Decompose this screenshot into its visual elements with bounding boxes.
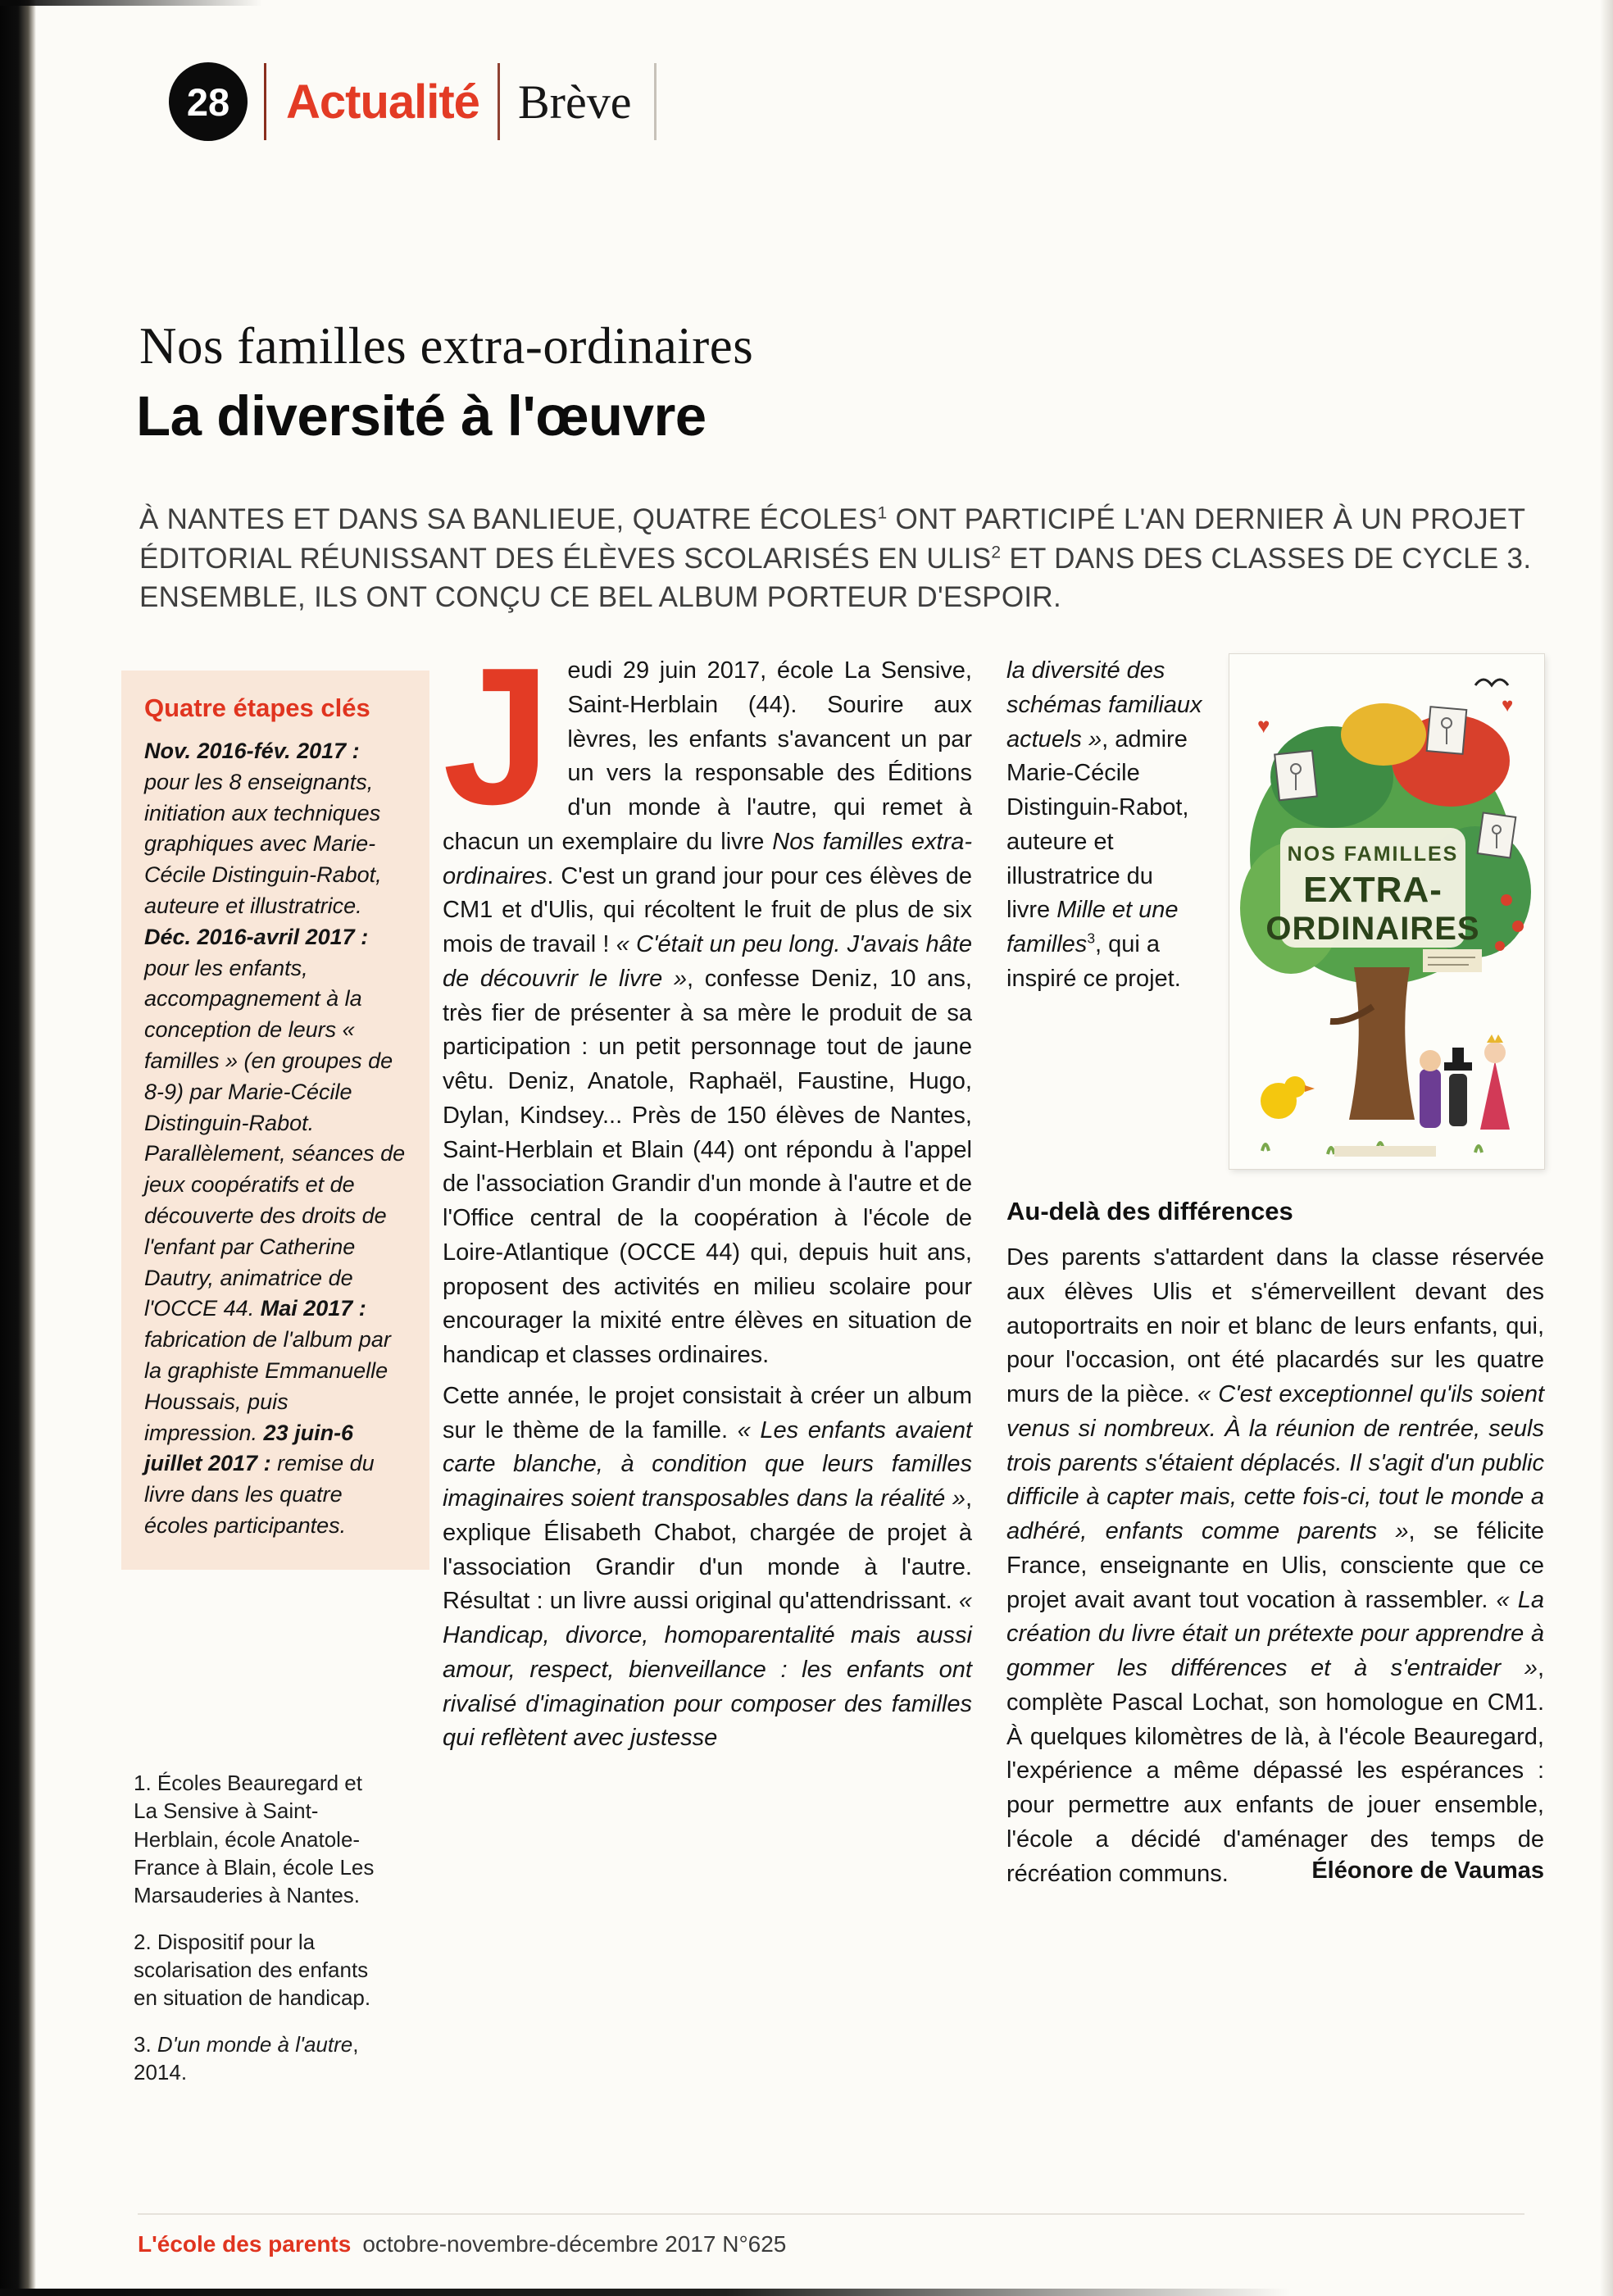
page-footer (138, 2231, 1524, 2257)
article-right-column (1006, 654, 1544, 1885)
footnote-3: 3. D'un monde à l'autre, 2014. (134, 2031, 359, 2085)
magazine-name: L'école des parents (138, 2231, 352, 2257)
scan-spine-edge (0, 0, 36, 2296)
cover-title-line-3: ORDINAIRES (1265, 911, 1480, 947)
subsection-label: Brève (517, 75, 632, 129)
footnote-1: 1. Écoles Beauregard et La Sensive à Saint-Herblain, école Anatole-France à Blain, école Les Marsauderies à Nantes. (134, 1771, 375, 1908)
svg-text:♥: ♥ (1257, 713, 1270, 738)
header-divider (654, 63, 657, 140)
page-number: 28 (186, 80, 230, 124)
article-title: La diversité à l'œuvre (136, 384, 707, 448)
section-label: Actualité (286, 75, 479, 129)
article-kicker: Nos familles extra-ordinaires (139, 317, 754, 375)
page-header (169, 62, 657, 141)
cover-title-line-1: NOS FAMILLES (1287, 843, 1459, 866)
right-column-top (1006, 654, 1544, 1169)
section-subhead: Au-delà des différences (1006, 1197, 1293, 1225)
scan-bottom-edge (0, 2289, 1613, 2296)
drop-cap: J (443, 628, 552, 845)
issue-info: octobre-novembre-décembre 2017 N°625 (362, 2231, 787, 2257)
header-divider (264, 63, 266, 140)
scan-top-edge (0, 0, 262, 6)
book-cover (1229, 654, 1544, 1169)
footnote-2: 2. Dispositif pour la scolarisation des enfants en situation de handicap. (134, 1929, 371, 2011)
header-divider (498, 63, 500, 140)
article-paragraph (443, 628, 972, 1373)
scan-right-edge (1600, 0, 1613, 2296)
footnotes (134, 1769, 384, 2104)
footer-rule (138, 2213, 1524, 2215)
byline: Éléonore de Vaumas (1311, 1857, 1544, 1885)
key-steps-title: Quatre étapes clés (144, 693, 370, 722)
key-steps-box (121, 671, 429, 1570)
article-main-column (443, 628, 973, 1756)
article-paragraph: Des parents s'attardent dans la classe réservée aux élèves Ulis et s'émerveillent devant des autoportraits en noir et blanc de leurs enfants, qui, pour l'occasion, ont été placardés sur les quatre murs de la pièce. « C'est exceptionnel qu'ils soient venus si nombreux. À la réunion de rentrée, seuls trois parents s'étaient déplacés. Il s'agit d'un public difficile à capter mais, cette fois-ci, tout le monde a adhéré, enfants comme parents », se félicite France, enseignante en Ulis, consciente que ce projet avait avant tout vocation à rassembler. « La création du livre était un prétexte pour apprendre à gommer les différences et à s'entraider », complète Pascal Lochat, son homologue en CM1. À quelques kilomètres de là, à l'école Beauregard, l'expérience a même dépassé les espérances : pour permettre aux enfants de jouer ensemble, l'école a décidé d'aménager des temps de récréation communs. (1006, 1244, 1544, 1887)
key-steps-text: Nov. 2016-fév. 2017 : pour les 8 enseignants, initiation aux techniques graphiques avec Marie-Cécile Distinguin-Rabot, auteure et illustratrice. Déc. 2016-avril 2017 : pour les enfants, accompagnement à la conception de leurs « familles » (en groupes de 8-9) par Marie-Cécile Distinguin-Rabot. Parallèlement, séances de jeux coopératifs et de découverte des droits de l'enfant par Catherine Dautry, animatrice de l'OCCE 44. Mai 2017 : fabrication de l'album par la graphiste Emmanuelle Houssais, puis impression. 23 juin-6 juillet 2017 : remise du livre dans les quatre écoles participantes. (144, 739, 406, 1538)
book-cover-illustration (1229, 654, 1544, 1169)
page-number-badge (169, 62, 248, 141)
article-paragraph: la diversité des schémas familiaux actuels », admire Marie-Cécile Distinguin-Rabot, auteure et illustratrice du livre Mille et une familles$^3$, qui a inspiré ce projet. (1006, 657, 1202, 992)
cover-title-line-2: EXTRA- (1303, 870, 1443, 910)
standfirst: À NANTES ET DANS SA BANLIEUE, QUATRE ÉCOLES$^1$ ONT PARTICIPÉ L'AN DERNIER À UN PROJET ÉDITORIAL RÉUNISSANT DES ÉLÈVES SCOLARISÉS EN ULIS$^2$ ET DANS DES CLASSES DE CYCLE 3. ENSEMBLE, ILS ONT CONÇU CE BEL ALBUM PORTEUR D'ESPOIR. (139, 503, 1532, 614)
svg-text:♥: ♥ (1502, 694, 1514, 716)
paragraph-text: eudi 29 juin 2017, école La Sensive, Saint-Herblain (44). Sourire aux lèvres, les enfants s'avancent un par un vers la responsable des Éditions d'un monde à l'autre, qui remet à chacun un exemplaire du livre Nos familles extra-ordinaires. C'est un grand jour pour ces élèves de CM1 et d'Ulis, qui récoltent le fruit de plus de six mois de travail ! « C'était un peu long. J'avais hâte de découvrir le livre », confesse Deniz, 10 ans, très fier de présenter à sa mère le produit de sa participation : un petit personnage tout de jaune vêtu. Deniz, Anatole, Raphaël, Faustine, Hugo, Dylan, Kindsey... Près de 150 élèves de Nantes, Saint-Herblain et Blain (44) ont répondu à l'appel de l'association Grandir d'un monde à l'autre et de l'Office central de la coopération à l'école de Loire-Atlantique (OCCE 44) qui, depuis huit ans, proposent des activités en milieu scolaire pour encourager la mixité entre élèves en situation de handicap et classes ordinaires. (443, 657, 972, 1368)
article-paragraph: Cette année, le projet consistait à créer un album sur le thème de la famille. « Les enfants avaient carte blanche, à condition que leurs familles imaginaires soient transposables dans la réalité », explique Élisabeth Chabot, chargée de projet à l'association Grandir d'un monde à l'autre. Résultat : un livre aussi original qu'attendrissant. « Handicap, divorce, homoparentalité mais aussi amour, respect, bienveillance : les enfants ont rivalisé d'imagination pour composer des familles qui reflètent avec justesse (443, 1382, 973, 1752)
